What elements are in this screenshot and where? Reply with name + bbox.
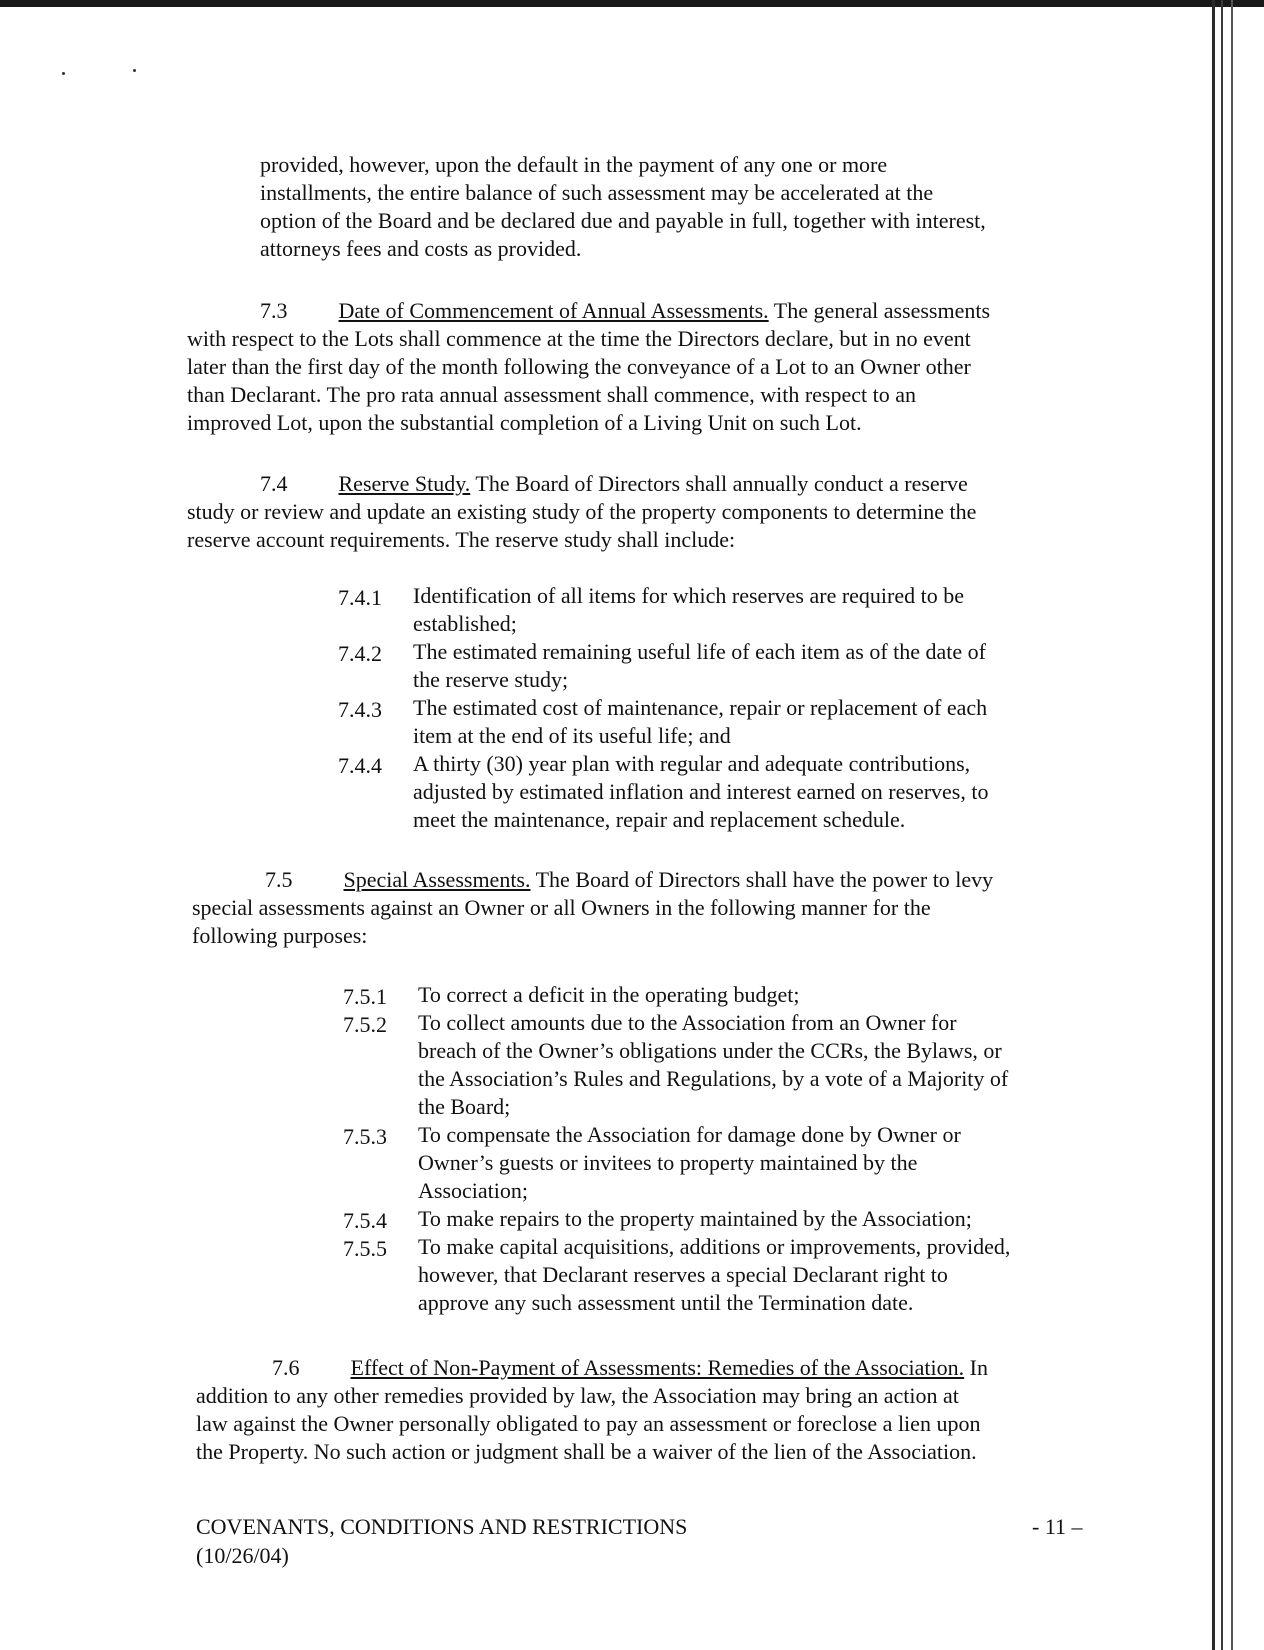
list-item-line: Identification of all items for which reserves are required to be — [413, 583, 964, 608]
scan-speck — [62, 72, 65, 75]
body-line: later than the first day of the month following the conveyance of a Lot to an Owner other — [187, 354, 971, 379]
list-item-line: To make capital acquisitions, additions or improvements, provided, — [418, 1234, 1011, 1259]
footer-title: COVENANTS, CONDITIONS AND RESTRICTIONS — [196, 1514, 688, 1539]
body-line: reserve account requirements. The reserve study shall include: — [187, 527, 736, 552]
section-title: Special Assessments. — [343, 867, 531, 892]
list-item-number: 7.5.5 — [343, 1236, 387, 1261]
footer-date: (10/26/04) — [196, 1543, 289, 1568]
section-number: 7.5 — [265, 867, 293, 892]
body-line: than Declarant. The pro rata annual assessment shall commence, with respect to an — [187, 382, 916, 407]
list-item-line: adjusted by estimated inflation and interest earned on reserves, to — [413, 779, 989, 804]
body-line: option of the Board and be declared due and payable in full, together with interest, — [260, 208, 986, 233]
scan-right-edge — [1212, 0, 1215, 1650]
list-item-number: 7.4.2 — [338, 641, 382, 666]
list-item-line: To correct a deficit in the operating budget; — [418, 982, 800, 1007]
section-7-5-heading — [265, 867, 993, 893]
list-item-line: however, that Declarant reserves a special Declarant right to — [418, 1262, 948, 1287]
section-text: The Board of Directors shall have the power to levy — [535, 867, 994, 892]
list-item-line: the Board; — [418, 1094, 511, 1119]
scan-right-edge — [1231, 0, 1233, 1650]
list-item-line: To compensate the Association for damage done by Owner or — [418, 1122, 961, 1147]
scan-speck — [133, 69, 136, 72]
list-item-number: 7.4.4 — [338, 753, 382, 778]
list-item-line: approve any such assessment until the Termination date. — [418, 1290, 914, 1315]
list-item-line: Association; — [418, 1178, 528, 1203]
section-text: In — [969, 1355, 988, 1380]
body-line: study or review and update an existing study of the property components to determine the — [187, 499, 977, 524]
section-7-6-heading — [272, 1355, 988, 1381]
list-item-line: A thirty (30) year plan with regular and adequate contributions, — [413, 751, 971, 776]
section-number: 7.4 — [260, 471, 288, 496]
scan-top-border — [0, 0, 1264, 7]
list-item-number: 7.5.2 — [343, 1012, 387, 1037]
section-7-3-heading — [260, 298, 990, 324]
list-item-line: The estimated remaining useful life of each item as of the date of — [413, 639, 986, 664]
section-text: The general assessments — [773, 298, 991, 323]
list-item-number: 7.5.1 — [343, 984, 387, 1009]
list-item-line: To make repairs to the property maintained by the Association; — [418, 1206, 972, 1231]
list-item-line: Owner’s guests or invitees to property maintained by the — [418, 1150, 918, 1175]
section-title: Date of Commencement of Annual Assessments. — [338, 298, 769, 323]
body-line: following purposes: — [192, 923, 368, 948]
list-item-number: 7.5.3 — [343, 1124, 387, 1149]
section-text: The Board of Directors shall annually conduct a reserve — [475, 471, 968, 496]
body-line: law against the Owner personally obligated to pay an assessment or foreclose a lien upon — [196, 1411, 981, 1436]
body-line: addition to any other remedies provided by law, the Association may bring an action at — [196, 1383, 959, 1408]
list-item-line: the reserve study; — [413, 667, 569, 692]
body-line: special assessments against an Owner or all Owners in the following manner for the — [192, 895, 931, 920]
section-title: Effect of Non-Payment of Assessments: Remedies of the Association. — [350, 1355, 965, 1380]
body-line: provided, however, upon the default in the payment of any one or more — [260, 152, 888, 177]
page-number: - 11 – — [1032, 1514, 1083, 1539]
body-line: improved Lot, upon the substantial completion of a Living Unit on such Lot. — [187, 410, 862, 435]
list-item-line: To collect amounts due to the Association from an Owner for — [418, 1010, 957, 1035]
section-number: 7.6 — [272, 1355, 300, 1380]
list-item-number: 7.4.1 — [338, 585, 382, 610]
list-item-number: 7.5.4 — [343, 1208, 387, 1233]
section-title: Reserve Study. — [338, 471, 471, 496]
list-item-line: established; — [413, 611, 517, 636]
scan-right-edge — [1221, 0, 1223, 1650]
body-line: attorneys fees and costs as provided. — [260, 236, 582, 261]
list-item-line: The estimated cost of maintenance, repair or replacement of each — [413, 695, 988, 720]
body-line: installments, the entire balance of such assessment may be accelerated at the — [260, 180, 934, 205]
list-item-line: meet the maintenance, repair and replacement schedule. — [413, 807, 906, 832]
section-number: 7.3 — [260, 298, 288, 323]
section-7-4-heading — [260, 471, 968, 497]
list-item-line: breach of the Owner’s obligations under the CCRs, the Bylaws, or — [418, 1038, 1002, 1063]
body-line: with respect to the Lots shall commence at the time the Directors declare, but in no event — [187, 326, 971, 351]
list-item-number: 7.4.3 — [338, 697, 382, 722]
list-item-line: the Association’s Rules and Regulations, by a vote of a Majority of — [418, 1066, 1009, 1091]
body-line: the Property. No such action or judgment shall be a waiver of the lien of the Association. — [196, 1439, 977, 1464]
list-item-line: item at the end of its useful life; and — [413, 723, 731, 748]
